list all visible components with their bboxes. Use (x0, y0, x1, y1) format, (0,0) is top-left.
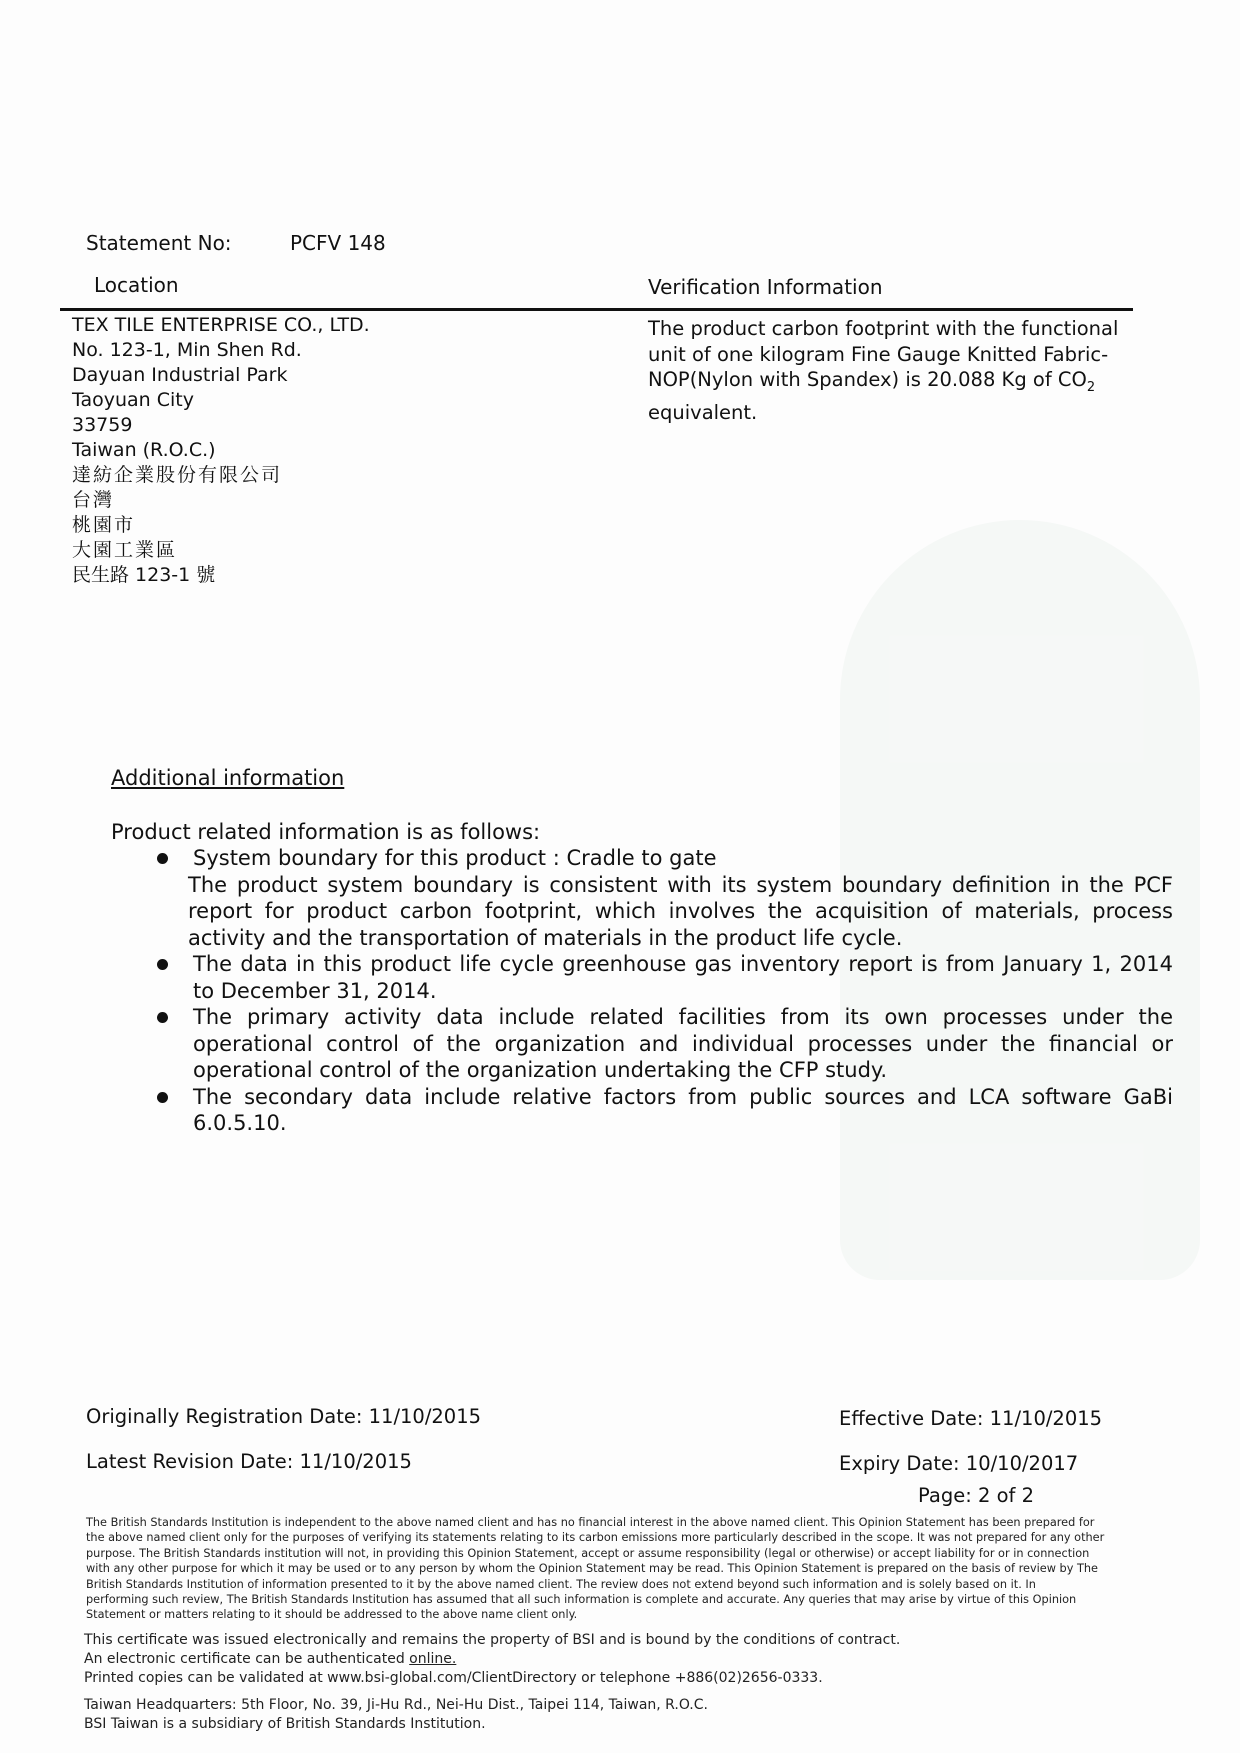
verification-line: equivalent. (648, 401, 758, 425)
verification-header: Verification Information (648, 275, 883, 299)
address-line: Taoyuan City (72, 389, 194, 411)
list-item (160, 845, 1173, 951)
legal-line: with any other purpose for which it may be used or to any person by whom the Opinion Statement may be read. This Opinion Statement is prepared on the basis of review by The (86, 1562, 1099, 1576)
validation-statement: Printed copies can be validated at www.bsi-global.com/ClientDirectory or telephone +886(02)2656-0333. (84, 1670, 823, 1686)
authentication-text: An electronic certificate can be authenticated (84, 1651, 410, 1667)
expiry-date: Expiry Date: 10/10/2017 (839, 1452, 1079, 1475)
address-line: 民生路 123-1 號 (72, 564, 216, 586)
additional-info-intro: Product related information is as follows: (111, 820, 541, 844)
address-line: Taiwan (R.O.C.) (72, 439, 216, 461)
authentication-statement (84, 1651, 456, 1667)
address-line: Dayuan Industrial Park (72, 364, 288, 386)
header-rule (60, 308, 1133, 311)
effective-date: Effective Date: 11/10/2015 (839, 1407, 1103, 1430)
address-line: 台灣 (72, 489, 115, 511)
additional-info-title: Additional information (111, 766, 345, 790)
verification-line-text: NOP(Nylon with Spandex) is 20.088 Kg of CO (648, 368, 1087, 391)
statement-label: Statement No: (86, 231, 232, 255)
headquarters-address: Taiwan Headquarters: 5th Floor, No. 39, Ji-Hu Rd., Nei-Hu Dist., Taipei 114, Taiwan, R.O.C. (84, 1697, 708, 1713)
bullet-title: System boundary for this product : Cradle to gate (193, 846, 717, 870)
online-link[interactable]: online. (409, 1651, 457, 1667)
verification-line: The product carbon footprint with the functional (648, 317, 1119, 340)
list-item: The secondary data include relative factors from public sources and LCA software GaBi 6.0.5.10. (160, 1084, 1173, 1137)
address-line: 桃園市 (72, 514, 136, 536)
verification-text (648, 316, 1118, 426)
address-line: TEX TILE ENTERPRISE CO., LTD. (72, 314, 370, 336)
location-address (72, 313, 370, 588)
page-number: Page: 2 of 2 (918, 1484, 1034, 1507)
legal-line: the above named client only for the purposes of verifying its statements relating to its carbon emissions more particularly described in the scope. It was not prepared for any other (86, 1531, 1105, 1545)
bullet-body: The product system boundary is consistent with its system boundary definition in the PCF report for product carbon footprint, which involves the acquisition of materials, process activity and the transportation of materials in the product life cycle. (188, 872, 1173, 950)
list-item: The data in this product life cycle greenhouse gas inventory report is from January 1, 2014 to December 31, 2014. (160, 951, 1173, 1004)
address-line: 達紡企業股份有限公司 (72, 464, 283, 486)
list-item: The primary activity data include related facilities from its own processes under the operational control of the organization and individual processes under the financial or operational control of the organization undertaking the CFP study. (160, 1004, 1173, 1084)
co2-subscript: 2 (1086, 379, 1096, 395)
legal-line: purpose. The British Standards institution will not, in providing this Opinion Statement, accept or assume responsibility (legal or otherwise) or accept liability for or in connection (86, 1546, 1090, 1560)
legal-line: performing such review, The British Standards Institution has assumed that all such information is complete and accurate. Any queries that may arise by virtue of this Opinion (86, 1593, 1077, 1607)
product-info-list (160, 845, 1173, 1137)
address-line: 33759 (72, 414, 133, 436)
legal-line: Statement or matters relating to it should be addressed to the above name client only. (86, 1608, 578, 1622)
latest-revision-date: Latest Revision Date: 11/10/2015 (86, 1450, 412, 1473)
issued-statement: This certificate was issued electronically and remains the property of BSI and is bound by the conditions of contract. (84, 1632, 901, 1648)
address-line: 大園工業區 (72, 539, 178, 561)
verification-line (648, 367, 1118, 400)
legal-disclaimer (86, 1515, 1166, 1623)
original-registration-date: Originally Registration Date: 11/10/2015 (86, 1405, 482, 1428)
subsidiary-statement: BSI Taiwan is a subsidiary of British Standards Institution. (84, 1716, 486, 1732)
statement-number: PCFV 148 (290, 231, 386, 255)
verification-line: unit of one kilogram Fine Gauge Knitted Fabric- (648, 342, 1109, 366)
address-line: No. 123-1, Min Shen Rd. (72, 339, 302, 361)
legal-line: British Standards Institution of information presented to it by the above named client. The review does not extend beyond such information and is solely based on it. In (86, 1577, 1036, 1591)
legal-line: The British Standards Institution is independent to the above named client and has no financial interest in the above named client. This Opinion Statement has been prepared for (86, 1516, 1095, 1529)
location-header: Location (94, 273, 179, 297)
